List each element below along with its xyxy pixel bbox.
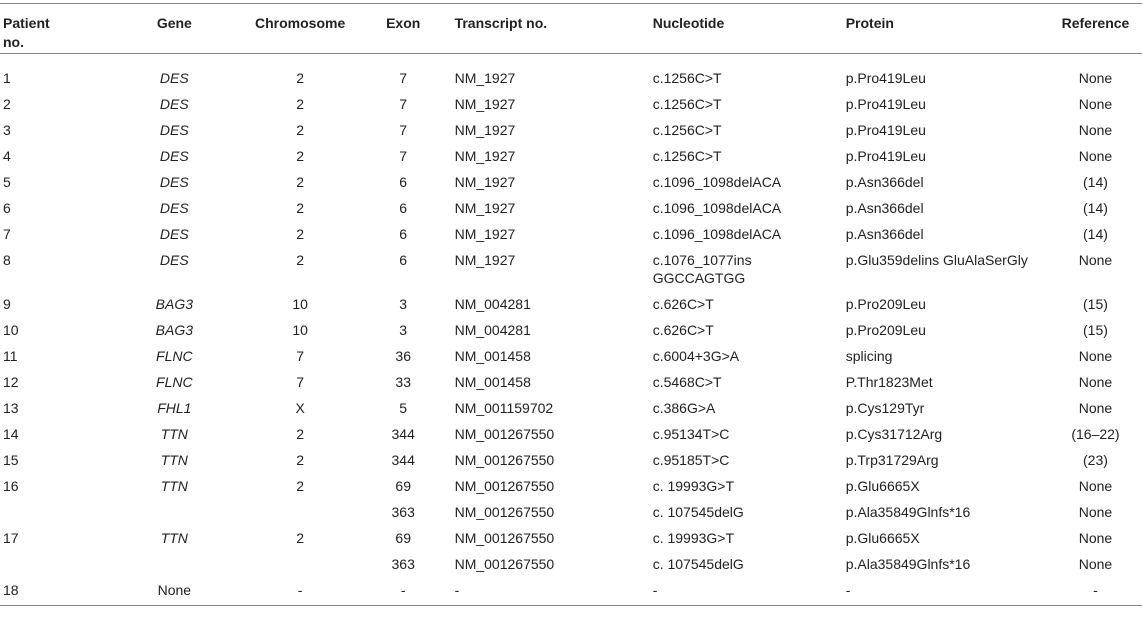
table-row: [0, 54, 1142, 92]
patient-cell: 16: [3, 478, 19, 494]
nucleotide-cell: c.1256C>T: [652, 148, 722, 164]
chromosome-cell: 2: [296, 96, 305, 112]
patient-cell: 4: [3, 148, 11, 164]
exon-cell: 7: [399, 148, 408, 164]
patient-cell: 13: [3, 400, 19, 416]
protein-cell: p.Pro419Leu: [845, 96, 926, 112]
protein-cell: p.Cys31712Arg: [845, 426, 943, 442]
transcript-cell: NM_1927: [454, 96, 516, 112]
protein-cell: p.Asn366del: [845, 226, 924, 242]
patient-cell: 10: [3, 322, 19, 338]
transcript-cell: NM_001267550: [454, 478, 555, 494]
chromosome-cell: [233, 551, 366, 577]
transcript-cell: NM_001267550: [454, 452, 555, 468]
nucleotide-cell: c.1256C>T: [652, 70, 722, 86]
patient-cell: 12: [3, 374, 19, 390]
gene-cell: [115, 499, 233, 525]
nucleotide-cell: c.1256C>T: [652, 96, 722, 112]
nucleotide-cell: c.1096_1098delACA: [652, 200, 782, 216]
transcript-cell: NM_001458: [454, 348, 531, 364]
transcript-cell: NM_1927: [454, 148, 516, 164]
table-row: [0, 317, 1142, 343]
exon-cell: 6: [399, 226, 408, 242]
transcript-cell: NM_001267550: [454, 426, 555, 442]
nucleotide-cell: c. 107545delG: [652, 504, 744, 520]
patient-cell: [0, 551, 115, 577]
gene-cell: FLNC: [156, 374, 193, 390]
table-row: [0, 91, 1142, 117]
col-chromosome-header: Chromosome: [233, 4, 366, 54]
patient-cell: [0, 499, 115, 525]
nucleotide-cell: c.626C>T: [652, 296, 714, 312]
table-row: [0, 195, 1142, 221]
table-row: [0, 343, 1142, 369]
gene-cell: None: [115, 577, 233, 606]
table-header: [0, 4, 1142, 54]
gene-cell: DES: [159, 226, 189, 242]
reference-cell: None: [1078, 374, 1113, 390]
gene-cell: DES: [159, 148, 189, 164]
protein-cell: p.Glu6665X: [845, 530, 920, 546]
exon-cell: 344: [391, 426, 415, 442]
reference-cell: (14): [1083, 226, 1108, 242]
chromosome-cell: 10: [292, 322, 308, 338]
table-row: [0, 291, 1142, 317]
table-row: [0, 369, 1142, 395]
col-transcript-header: Transcript no.: [440, 4, 643, 54]
reference-cell: None: [1078, 348, 1113, 364]
transcript-cell: -: [440, 577, 643, 606]
nucleotide-cell: c. 19993G>T: [652, 478, 735, 494]
protein-cell: splicing: [845, 348, 893, 364]
gene-cell: TTN: [160, 530, 188, 546]
table-row: [0, 143, 1142, 169]
chromosome-cell: 2: [296, 174, 305, 190]
reference-cell: (15): [1083, 296, 1108, 312]
reference-cell: -: [1049, 577, 1142, 606]
col-protein-header: Protein: [836, 4, 1049, 54]
exon-cell: 363: [391, 556, 415, 572]
chromosome-cell: 7: [296, 374, 305, 390]
chromosome-cell: -: [233, 577, 366, 606]
nucleotide-cell: c. 107545delG: [652, 556, 744, 572]
table-body: [0, 54, 1142, 606]
chromosome-cell: [233, 499, 366, 525]
nucleotide-cell: c.386G>A: [652, 400, 716, 416]
chromosome-cell: 2: [296, 478, 305, 494]
reference-cell: None: [1078, 96, 1113, 112]
patient-cell: 1: [3, 70, 11, 86]
exon-cell: 7: [399, 96, 408, 112]
col-exon-header: Exon: [367, 4, 440, 54]
protein-cell: -: [836, 577, 1049, 606]
protein-cell: p.Asn366del: [845, 200, 924, 216]
exon-cell: 6: [399, 174, 408, 190]
table-row: [0, 473, 1142, 499]
gene-cell: FLNC: [156, 348, 193, 364]
chromosome-cell: 2: [296, 226, 305, 242]
gene-cell: DES: [159, 200, 189, 216]
exon-cell: 36: [395, 348, 411, 364]
reference-cell: None: [1078, 252, 1113, 268]
patient-cell: 14: [3, 426, 19, 442]
patient-cell: 8: [3, 252, 11, 268]
reference-cell: (23): [1083, 452, 1108, 468]
gene-cell: DES: [159, 174, 189, 190]
protein-cell: p.Cys129Tyr: [845, 400, 925, 416]
nucleotide-cell: -: [643, 577, 836, 606]
nucleotide-cell: c.626C>T: [652, 322, 714, 338]
nucleotide-cell: c.5468C>T: [652, 374, 722, 390]
exon-cell: 3: [399, 296, 408, 312]
reference-cell: (16–22): [1071, 426, 1120, 442]
protein-cell: p.Pro419Leu: [845, 148, 926, 164]
transcript-cell: NM_004281: [454, 322, 531, 338]
transcript-cell: NM_001458: [454, 374, 531, 390]
reference-cell: (15): [1083, 322, 1108, 338]
patient-cell: 6: [3, 200, 11, 216]
transcript-cell: NM_001267550: [454, 530, 555, 546]
table-row: [0, 551, 1142, 577]
protein-cell: p.Pro419Leu: [845, 70, 926, 86]
nucleotide-cell: c.6004+3G>A: [652, 348, 740, 364]
reference-cell: None: [1078, 530, 1113, 546]
table-row: [0, 421, 1142, 447]
patient-cell: 7: [3, 226, 11, 242]
exon-cell: 69: [395, 530, 411, 546]
reference-cell: None: [1078, 556, 1113, 572]
nucleotide-cell: c.1096_1098delACA: [652, 174, 782, 190]
gene-cell: TTN: [160, 426, 188, 442]
transcript-cell: NM_1927: [454, 252, 516, 268]
patient-cell: 17: [3, 530, 19, 546]
col-reference-header: Reference: [1049, 4, 1142, 54]
transcript-cell: NM_1927: [454, 226, 516, 242]
exon-cell: 69: [395, 478, 411, 494]
gene-cell: DES: [159, 122, 189, 138]
chromosome-cell: 2: [296, 530, 305, 546]
transcript-cell: NM_001267550: [454, 504, 555, 520]
table-row: [0, 447, 1142, 473]
protein-cell: p.Pro209Leu: [845, 322, 926, 338]
reference-cell: None: [1078, 148, 1113, 164]
transcript-cell: NM_1927: [454, 200, 516, 216]
reference-cell: None: [1078, 400, 1113, 416]
gene-cell: TTN: [160, 452, 188, 468]
table-row: [0, 221, 1142, 247]
transcript-cell: NM_001267550: [454, 556, 555, 572]
col-nucleotide-header: Nucleotide: [643, 4, 836, 54]
nucleotide-cell: c.1256C>T: [652, 122, 722, 138]
chromosome-cell: 7: [296, 348, 305, 364]
gene-cell: [115, 551, 233, 577]
reference-cell: None: [1078, 70, 1113, 86]
gene-cell: BAG3: [155, 296, 193, 312]
exon-cell: -: [367, 577, 440, 606]
reference-cell: (14): [1083, 174, 1108, 190]
exon-cell: 33: [395, 374, 411, 390]
chromosome-cell: 2: [296, 426, 305, 442]
patient-cell: 2: [3, 96, 11, 112]
exon-cell: 7: [399, 70, 408, 86]
protein-cell: p.Trp31729Arg: [845, 452, 939, 468]
nucleotide-cell: c.1096_1098delACA: [652, 226, 782, 242]
transcript-cell: NM_004281: [454, 296, 531, 312]
chromosome-cell: X: [295, 400, 305, 416]
protein-cell: p.Pro419Leu: [845, 122, 926, 138]
table-row: [0, 525, 1142, 551]
reference-cell: None: [1078, 478, 1113, 494]
gene-cell: DES: [159, 96, 189, 112]
chromosome-cell: 2: [296, 452, 305, 468]
patient-cell: 18: [0, 577, 115, 606]
chromosome-cell: 2: [296, 122, 305, 138]
exon-cell: 344: [391, 452, 415, 468]
patient-cell: 5: [3, 174, 11, 190]
protein-cell: P.Thr1823Met: [845, 374, 933, 390]
exon-cell: 3: [399, 322, 408, 338]
table-row: [0, 395, 1142, 421]
gene-cell: FHL1: [157, 400, 192, 416]
table-row: [0, 577, 1142, 606]
nucleotide-cell: c.1076_1077ins GGCCAGTGG: [652, 252, 752, 286]
transcript-cell: NM_1927: [454, 70, 516, 86]
exon-cell: 363: [391, 504, 415, 520]
table-row: [0, 247, 1142, 291]
exon-cell: 6: [399, 252, 408, 268]
reference-cell: None: [1078, 504, 1113, 520]
reference-cell: None: [1078, 122, 1113, 138]
exon-cell: 5: [399, 400, 408, 416]
protein-cell: p.Pro209Leu: [845, 296, 926, 312]
header-row: [0, 4, 1142, 54]
chromosome-cell: 10: [292, 296, 308, 312]
table-row: [0, 117, 1142, 143]
protein-cell: p.Ala35849Glnfs*16: [845, 556, 971, 572]
patient-cell: 3: [3, 122, 11, 138]
protein-cell: p.Glu6665X: [845, 478, 920, 494]
variants-table: [0, 3, 1142, 606]
chromosome-cell: 2: [296, 70, 305, 86]
col-gene-header: Gene: [115, 4, 233, 54]
patient-cell: 9: [3, 296, 11, 312]
gene-cell: BAG3: [155, 322, 193, 338]
protein-cell: p.Glu359delins GluAlaSerGly: [845, 252, 1028, 268]
table-row: [0, 169, 1142, 195]
col-patient-header: Patient no.: [0, 4, 115, 54]
protein-cell: p.Asn366del: [845, 174, 924, 190]
gene-cell: TTN: [160, 478, 188, 494]
nucleotide-cell: c. 19993G>T: [652, 530, 735, 546]
exon-cell: 6: [399, 200, 408, 216]
chromosome-cell: 2: [296, 148, 305, 164]
transcript-cell: NM_001159702: [454, 400, 554, 416]
reference-cell: (14): [1083, 200, 1108, 216]
transcript-cell: NM_1927: [454, 122, 516, 138]
patient-cell: 15: [3, 452, 19, 468]
gene-cell: DES: [159, 252, 189, 268]
transcript-cell: NM_1927: [454, 174, 516, 190]
chromosome-cell: 2: [296, 252, 305, 268]
patient-cell: 11: [3, 348, 18, 364]
nucleotide-cell: c.95134T>C: [652, 426, 730, 442]
chromosome-cell: 2: [296, 200, 305, 216]
exon-cell: 7: [399, 122, 408, 138]
table-row: [0, 499, 1142, 525]
gene-cell: DES: [159, 70, 189, 86]
protein-cell: p.Ala35849Glnfs*16: [845, 504, 971, 520]
nucleotide-cell: c.95185T>C: [652, 452, 730, 468]
